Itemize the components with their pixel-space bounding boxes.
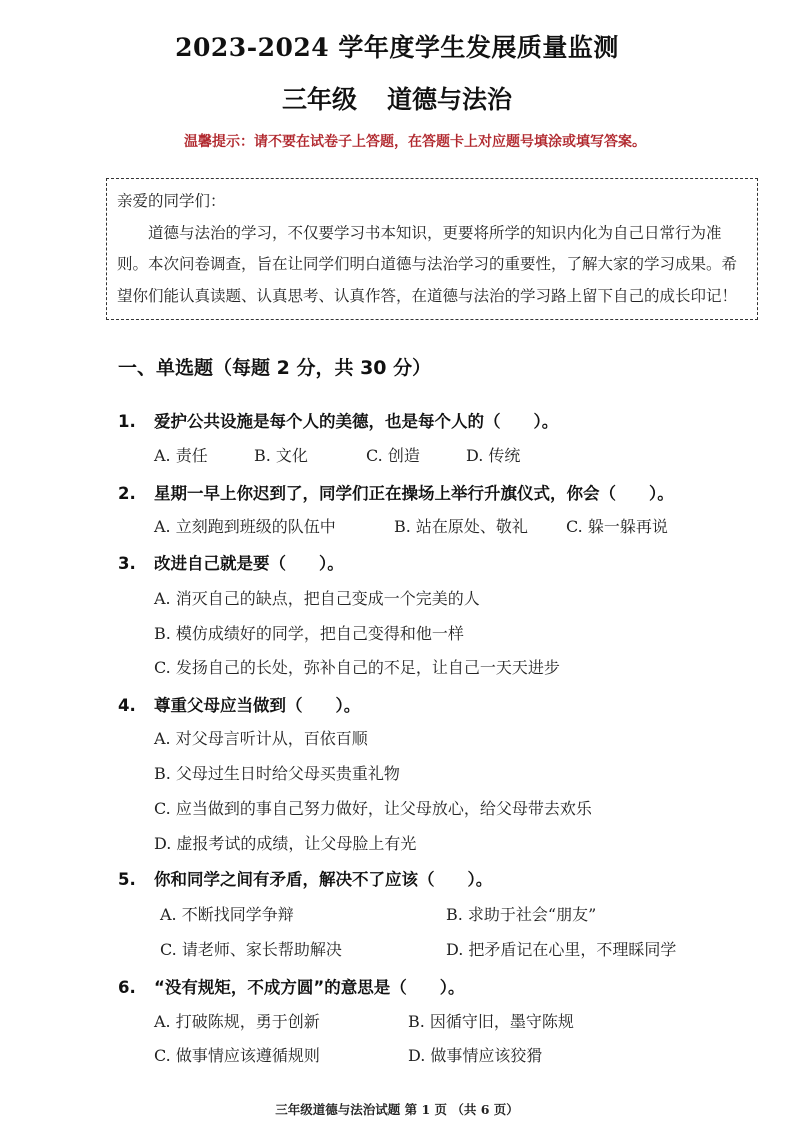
notice-box [106, 178, 758, 320]
page-footer: 三年级道德与法治试题 第 1 页 （共 6 页） [275, 1102, 519, 1117]
option-4b: B. 父母过生日时给父母买贵重礼物 [154, 764, 400, 783]
question-text: 尊重父母应当做到（ ）。 [154, 696, 361, 715]
question-2 [118, 480, 674, 504]
question-text: 改进自己就是要（ ）。 [154, 554, 344, 573]
option-1a: A. 责任 [154, 446, 208, 465]
question-number: 1. [118, 412, 136, 431]
question-6 [118, 974, 464, 998]
warm-tip [184, 131, 774, 151]
subject-label: 道德与法治 [387, 85, 513, 114]
notice-greeting: 亲爱的同学们： [117, 192, 226, 210]
option-5b: B. 求助于社会“朋友” [446, 905, 597, 924]
option-1c: C. 创造 [366, 446, 420, 465]
option-6d: D. 做事情应该狡猾 [408, 1046, 543, 1065]
question-number: 4. [118, 696, 136, 715]
option-6a: A. 打破陈规，勇于创新 [154, 1012, 320, 1031]
option-4d: D. 虚报考试的成绩，让父母脸上有光 [154, 834, 417, 853]
question-1 [118, 408, 558, 432]
option-3a: A. 消灭自己的缺点，把自己变成一个完美的人 [154, 589, 480, 608]
option-4a: A. 对父母言听计从，百依百顺 [154, 729, 368, 748]
question-number: 6. [118, 978, 136, 997]
notice-body: 道德与法治的学习，不仅要学习书本知识，更要将所学的知识内化为自己日常行为准则。本次问卷调查，旨在让同学们明白道德与法治学习的重要性，了解大家的学习成果。希望你们能认真读题、认真思考、认真作答，在道德与法治的学习路上留下自己的成长印记！ [117, 223, 738, 305]
exam-title: 2023-2024 学年度学生发展质量监测 [175, 33, 619, 62]
question-text: 你和同学之间有矛盾，解决不了应该（ ）。 [154, 870, 493, 889]
option-5d: D. 把矛盾记在心里，不理睬同学 [446, 940, 677, 959]
question-4 [118, 692, 360, 716]
option-5c: C. 请老师、家长帮助解决 [160, 940, 342, 959]
question-number: 2. [118, 484, 136, 503]
option-2a: A. 立刻跑到班级的队伍中 [154, 517, 336, 536]
section-title: 一、单选题（每题 2 分，共 30 分） [118, 357, 432, 379]
grade-label: 三年级 [281, 85, 357, 114]
option-1b: B. 文化 [254, 446, 308, 465]
tip-label: 温馨提示： [184, 134, 254, 150]
question-text: 爱护公共设施是每个人的美德，也是每个人的（ ）。 [154, 412, 559, 431]
question-text: 星期一早上你迟到了，同学们正在操场上举行升旗仪式，你会（ ）。 [154, 484, 674, 503]
question-5 [118, 866, 492, 890]
option-6c: C. 做事情应该遵循规则 [154, 1046, 320, 1065]
option-3b: B. 模仿成绩好的同学，把自己变得和他一样 [154, 624, 464, 643]
option-1d: D. 传统 [466, 446, 521, 465]
option-6b: B. 因循守旧，墨守陈规 [408, 1012, 574, 1031]
question-text: “没有规矩，不成方圆”的意思是（ ）。 [154, 978, 465, 997]
exam-subtitle [0, 80, 794, 116]
tip-text: 请不要在试卷子上答题，在答题卡上对应题号填涂或填写答案。 [254, 134, 646, 150]
option-4c: C. 应当做到的事自己努力做好，让父母放心，给父母带去欢乐 [154, 799, 592, 818]
option-2b: B. 站在原处、敬礼 [394, 517, 528, 536]
question-number: 3. [118, 554, 136, 573]
option-3c: C. 发扬自己的长处，弥补自己的不足，让自己一天天进步 [154, 658, 560, 677]
question-3 [118, 550, 344, 574]
option-2c: C. 躲一躲再说 [566, 517, 668, 536]
question-number: 5. [118, 870, 136, 889]
option-5a: A. 不断找同学争辩 [160, 905, 294, 924]
